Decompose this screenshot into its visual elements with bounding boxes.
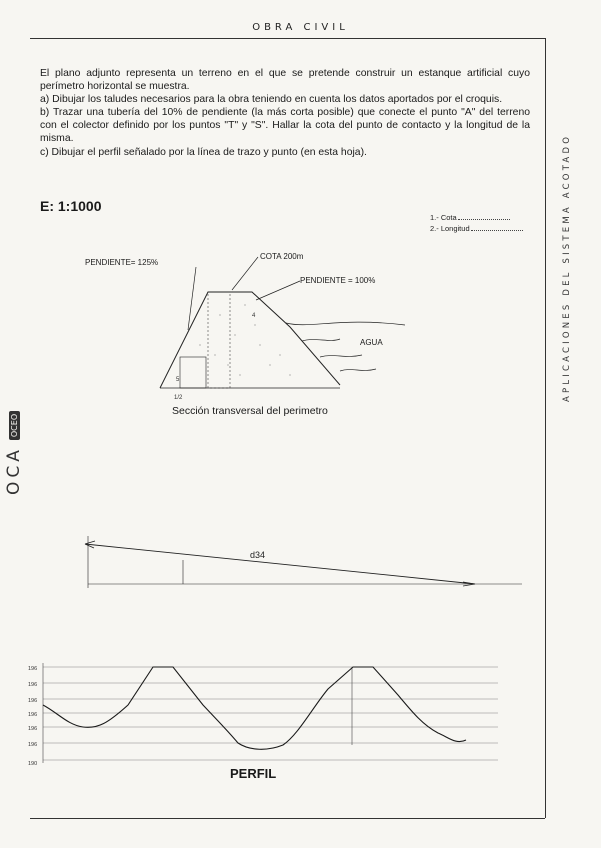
statement-intro-text: El plano adjunto representa un terreno en el que se pretende construir un estanque artificial cuyo perímetro horizontal se muestra.	[40, 68, 530, 93]
leader-left	[188, 267, 196, 330]
profile-axis-label-6: 196	[28, 742, 38, 748]
slope-right-label: PENDIENTE = 100%	[300, 276, 376, 285]
legend-item-cota: 1.- Cota	[430, 213, 457, 222]
side-logo-text: OCA	[4, 446, 24, 495]
leader-right	[256, 281, 300, 300]
profile-terrain-curve	[43, 667, 466, 749]
section-figure	[85, 245, 430, 405]
statement-item-b: b) Trazar una tubería del 10% de pendiente (la más corta posible) que conecte el punto "A" del terreno con el colector definido por los puntos "T" y "S". Hallar la cota del punto de contacto y la longitud de la misma.	[40, 107, 530, 145]
profile-axis-label-3: 196	[28, 698, 38, 704]
slope-left-label: PENDIENTE= 125%	[85, 258, 159, 267]
profile-axis-label-2: 196	[28, 682, 38, 688]
scale-label: E: 1:1000	[40, 198, 102, 214]
water-line-4	[340, 369, 376, 371]
water-line-1	[286, 322, 405, 325]
small-label-3: 1/2	[174, 395, 183, 401]
profile-gridlines	[43, 667, 498, 760]
legend-item-longitud: 2.- Longitud	[430, 224, 470, 233]
profile-base-label: 190	[28, 761, 38, 767]
problem-statement	[40, 67, 530, 159]
legend	[430, 212, 523, 234]
pipe-slope-line	[85, 544, 475, 584]
profile-axis-label-4: 196	[28, 712, 38, 718]
frame-right-line	[545, 38, 546, 818]
pipe-figure	[60, 530, 530, 600]
profile-axis-label-1: 196	[28, 666, 38, 672]
pipe-label: d34	[250, 550, 266, 560]
leader-top	[232, 257, 258, 290]
side-vertical-title: APLICACIONES DEL SISTEMA ACOTADO	[562, 133, 572, 402]
profile-axis-label-5: 196	[28, 726, 38, 732]
page-header-title: OBRA CIVIL	[252, 22, 349, 33]
profile-title: PERFIL	[230, 766, 277, 781]
cota-label: COTA 200m	[260, 252, 304, 261]
small-label-2: 5	[176, 377, 180, 383]
legend-dots-2	[471, 223, 523, 231]
profile-figure	[28, 655, 508, 770]
side-logo	[4, 411, 24, 495]
water-line-2	[302, 339, 340, 341]
water-label: AGUA	[360, 338, 383, 347]
inner-rect-2	[208, 292, 230, 388]
statement-item-a: a) Dibujar los taludes necesarios para la obra teniendo en cuenta los datos aportados por el croquis.	[40, 94, 503, 106]
water-line-3	[320, 355, 362, 357]
statement-item-c: c) Dibujar el perfil señalado por la línea de trazo y punto (en esta hoja).	[40, 146, 367, 158]
inner-rect-1	[180, 357, 206, 388]
small-label-1: 4	[252, 313, 256, 319]
frame-top-line	[30, 38, 545, 39]
frame-bottom-line	[30, 818, 545, 819]
section-caption: Sección transversal del perimetro	[172, 405, 328, 417]
statement-intro	[40, 67, 530, 93]
side-logo-box: OCEO	[9, 411, 20, 440]
legend-dots-1	[458, 212, 510, 220]
